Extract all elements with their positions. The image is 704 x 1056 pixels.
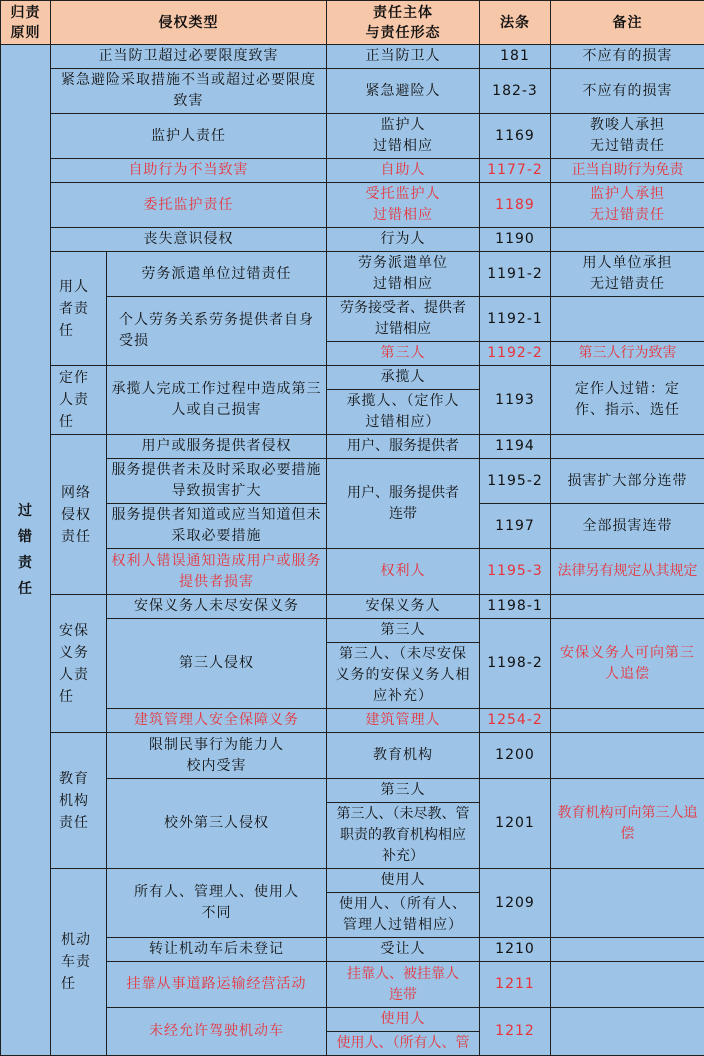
note-cell: 教育机构可向第三人追偿: [551, 779, 704, 869]
subject-cell: 使用人、（所有人、管: [327, 1032, 480, 1056]
table-row: [1, 459, 704, 504]
article-cell: 1190: [480, 228, 551, 252]
table-row: [1, 779, 704, 803]
type-cell: 委托监护责任: [51, 183, 327, 228]
type-cell: 安保义务人未尽安保义务: [107, 595, 327, 619]
note-cell: 安保义务人可向第三人追偿: [551, 619, 704, 709]
subject-cell: 挂靠人、被挂靠人 连带: [327, 962, 480, 1008]
subject-cell: 承揽人、（定作人 过错相应）: [327, 390, 480, 435]
subject-cell: 承揽人: [327, 366, 480, 390]
table-row: [1, 252, 704, 297]
subject-cell: 使用人: [327, 1008, 480, 1032]
article-cell: 1189: [480, 183, 551, 228]
subject-cell: 紧急避险人: [327, 69, 480, 114]
article-cell: 1192-1: [480, 297, 551, 342]
article-cell: 181: [480, 45, 551, 69]
principle-char: 责: [4, 550, 47, 576]
type-cell: 所有人、管理人、使用人 不同: [107, 869, 327, 938]
subject-cell: 安保义务人: [327, 595, 480, 619]
note-cell: 定作人过错：定作、指示、选任: [551, 366, 704, 435]
subject-cell: 建筑管理人: [327, 709, 480, 733]
note-cell: [551, 733, 704, 779]
type-cell: 承揽人完成工作过程中造成第三人或自己损害: [107, 366, 327, 435]
type-cell: 限制民事行为能力人 校内受害: [107, 733, 327, 779]
note-cell: [551, 938, 704, 962]
table-row: [1, 869, 704, 893]
article-cell: 1211: [480, 962, 551, 1008]
article-cell: 1200: [480, 733, 551, 779]
note-cell: [551, 869, 704, 938]
type-cell: 丧失意识侵权: [51, 228, 327, 252]
group-employer-liability: 用人者责任: [51, 252, 107, 366]
note-cell: 不应有的损害: [551, 69, 704, 114]
type-cell: 自助行为不当致害: [51, 159, 327, 183]
subject-cell: 监护人 过错相应: [327, 114, 480, 159]
article-cell: 1198-2: [480, 619, 551, 709]
subject-cell: 行为人: [327, 228, 480, 252]
note-cell: [551, 595, 704, 619]
table-row: [1, 549, 704, 595]
header-subject: 责任主体 与责任形态: [327, 1, 480, 45]
note-cell: 法律另有规定从其规定: [551, 549, 704, 595]
group-network-liability: 网络侵权责任: [51, 435, 107, 595]
subject-cell: 用户、服务提供者 连带: [327, 459, 480, 549]
principle-char: 错: [4, 524, 47, 550]
principle-char: 过: [4, 498, 47, 524]
type-cell: 转让机动车后未登记: [107, 938, 327, 962]
article-cell: 1201: [480, 779, 551, 869]
table-row: [1, 938, 704, 962]
article-cell: 1198-1: [480, 595, 551, 619]
table-row: [1, 366, 704, 390]
type-cell: 正当防卫超过必要限度致害: [51, 45, 327, 69]
table-row: [1, 435, 704, 459]
header-row: [1, 1, 704, 45]
note-cell: 损害扩大部分连带: [551, 459, 704, 504]
note-cell: [551, 962, 704, 1008]
note-cell: [551, 228, 704, 252]
table-row: [1, 733, 704, 779]
note-cell: 用人单位承担 无过错责任: [551, 252, 704, 297]
table-row: [1, 1008, 704, 1032]
group-contractor-liability: 定作人责任: [51, 366, 107, 435]
article-cell: 1254-2: [480, 709, 551, 733]
subject-cell: 第三人、（未尽安保义务的安保义务人相应补充）: [327, 643, 480, 709]
subject-cell: 第三人: [327, 342, 480, 366]
subject-cell: 劳务接受者、提供者 过错相应: [327, 297, 480, 342]
article-cell: 1193: [480, 366, 551, 435]
subject-cell: 劳务派遣单位 过错相应: [327, 252, 480, 297]
type-cell: 个人劳务关系劳务提供者自身受损: [107, 297, 327, 366]
type-cell: 监护人责任: [51, 114, 327, 159]
article-cell: 182-3: [480, 69, 551, 114]
note-cell: 第三人行为致害: [551, 342, 704, 366]
note-cell: 教唆人承担 无过错责任: [551, 114, 704, 159]
article-cell: 1195-3: [480, 549, 551, 595]
table-row: [1, 228, 704, 252]
table-row: [1, 114, 704, 159]
table-row: [1, 159, 704, 183]
subject-cell: 自助人: [327, 159, 480, 183]
subject-cell: 第三人、（未尽教、管职责的教育机构相应补充）: [327, 803, 480, 869]
note-cell: [551, 435, 704, 459]
type-cell: 用户或服务提供者侵权: [107, 435, 327, 459]
subject-cell: 第三人: [327, 619, 480, 643]
subject-cell: 正当防卫人: [327, 45, 480, 69]
header-article: 法条: [480, 1, 551, 45]
article-cell: 1195-2: [480, 459, 551, 504]
subject-cell: 权利人: [327, 549, 480, 595]
group-safety-liability: 安保义务人责任: [51, 595, 107, 733]
table-row: [1, 962, 704, 1008]
note-cell: 正当自助行为免责: [551, 159, 704, 183]
article-cell: 1194: [480, 435, 551, 459]
type-cell: 未经允许驾驶机动车: [107, 1008, 327, 1056]
group-education-liability: 教育机构责任: [51, 733, 107, 869]
subject-cell: 用户、服务提供者: [327, 435, 480, 459]
type-cell: 紧急避险采取措施不当或超过必要限度致害: [51, 69, 327, 114]
header-type: 侵权类型: [51, 1, 327, 45]
subject-cell: 第三人: [327, 779, 480, 803]
type-cell: 权利人错误通知造成用户或服务提供者损害: [107, 549, 327, 595]
note-cell: [551, 1008, 704, 1056]
subject-cell: 教育机构: [327, 733, 480, 779]
article-cell: 1197: [480, 504, 551, 549]
principle-cell: [1, 45, 51, 1056]
principle-char: 任: [4, 576, 47, 602]
table-row: [1, 619, 704, 643]
note-cell: 全部损害连带: [551, 504, 704, 549]
type-cell: 建筑管理人安全保障义务: [107, 709, 327, 733]
table-row: [1, 45, 704, 69]
note-cell: [551, 709, 704, 733]
note-cell: 不应有的损害: [551, 45, 704, 69]
note-cell: [551, 297, 704, 342]
subject-cell: 受让人: [327, 938, 480, 962]
type-cell: 服务提供者知道或应当知道但未采取必要措施: [107, 504, 327, 549]
type-cell: 劳务派遣单位过错责任: [107, 252, 327, 297]
article-cell: 1169: [480, 114, 551, 159]
article-cell: 1210: [480, 938, 551, 962]
article-cell: 1177-2: [480, 159, 551, 183]
header-principle: 归责原则: [1, 1, 51, 45]
table-row: [1, 709, 704, 733]
group-vehicle-liability: 机动车责任: [51, 869, 107, 1056]
subject-cell: 使用人: [327, 869, 480, 893]
type-cell: 挂靠从事道路运输经营活动: [107, 962, 327, 1008]
article-cell: 1191-2: [480, 252, 551, 297]
table-row: [1, 297, 704, 342]
article-cell: 1192-2: [480, 342, 551, 366]
article-cell: 1209: [480, 869, 551, 938]
article-cell: 1212: [480, 1008, 551, 1056]
table-row: [1, 69, 704, 114]
type-cell: 第三人侵权: [107, 619, 327, 709]
subject-cell: 使用人、（所有人、 管理人过错相应）: [327, 893, 480, 938]
type-cell: 校外第三人侵权: [107, 779, 327, 869]
table-row: [1, 595, 704, 619]
type-cell: 服务提供者未及时采取必要措施导致损害扩大: [107, 459, 327, 504]
subject-cell: 受托监护人 过错相应: [327, 183, 480, 228]
table-row: [1, 183, 704, 228]
header-note: 备注: [551, 1, 704, 45]
note-cell: 监护人承担 无过错责任: [551, 183, 704, 228]
